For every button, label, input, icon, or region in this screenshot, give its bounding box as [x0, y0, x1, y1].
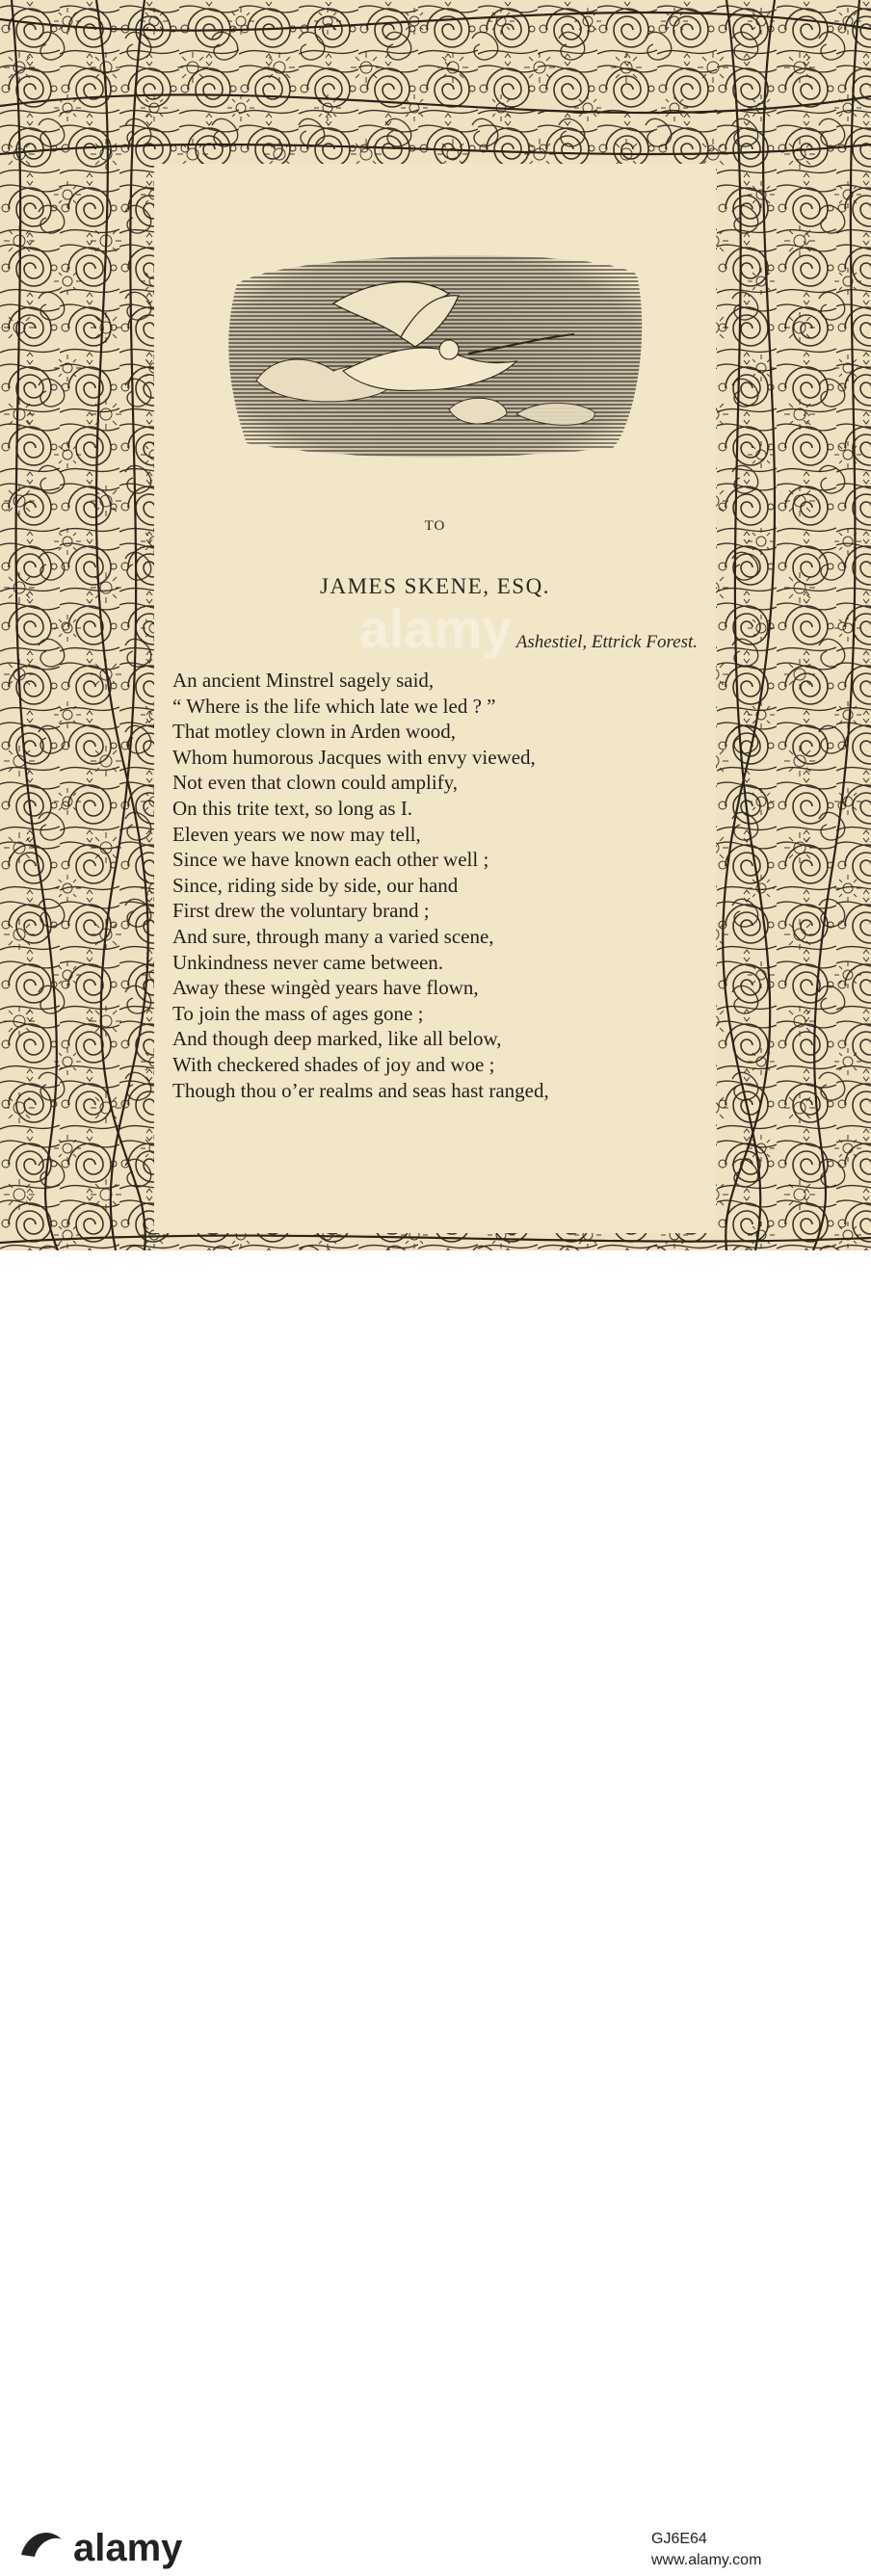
dedicatee-name: JAMES SKENE, ESQ.: [320, 574, 550, 598]
watermark-text: alamy: [358, 598, 513, 659]
poem-line: First drew the voluntary brand ;: [172, 899, 430, 923]
poem-line: An ancient Minstrel sagely said,: [172, 669, 435, 692]
poem-line: To join the mass of ages gone ;: [172, 1001, 424, 1025]
poem-line: Though thou o’er realms and seas hast ranged,: [172, 1078, 549, 1102]
poem-line: And sure, through many a varied scene,: [172, 924, 494, 948]
poem-line: Not even that clown could amplify,: [172, 771, 459, 795]
angel-vignette-engraving: [227, 246, 644, 460]
book-page: [0, 0, 871, 1250]
stock-banner-area: [0, 1250, 871, 2569]
poem-line: Away these wingèd years have flown,: [172, 976, 479, 1000]
poem-line: “ Where is the life which late we led ? ”: [172, 694, 496, 718]
place-line: Ashestiel, Ettrick Forest.: [515, 632, 698, 652]
stock-banner: [15, 2516, 856, 2576]
poem-text: [172, 668, 712, 1103]
logo-word: alamy: [73, 2527, 183, 2569]
poem-line: With checkered shades of joy and woe ;: [172, 1052, 495, 1076]
site-url: www.alamy.com: [651, 2552, 762, 2568]
poem-line: Unkindness never came between.: [172, 950, 444, 974]
poem-line: Since we have known each other well ;: [172, 848, 489, 872]
poem-line: That motley clown in Arden wood,: [172, 720, 456, 744]
dedication-to: TO: [424, 518, 446, 534]
poem-line: And though deep marked, like all below,: [172, 1027, 502, 1051]
alamy-logo: [21, 2527, 183, 2569]
poem-line: Eleven years we now may tell,: [172, 822, 421, 846]
poem-line: Whom humorous Jacques with envy viewed,: [172, 745, 536, 769]
image-id: GJ6E64: [651, 2531, 707, 2547]
poem-line: On this trite text, so long as I.: [172, 796, 413, 820]
poem-line: Since, riding side by side, our hand: [172, 873, 459, 897]
